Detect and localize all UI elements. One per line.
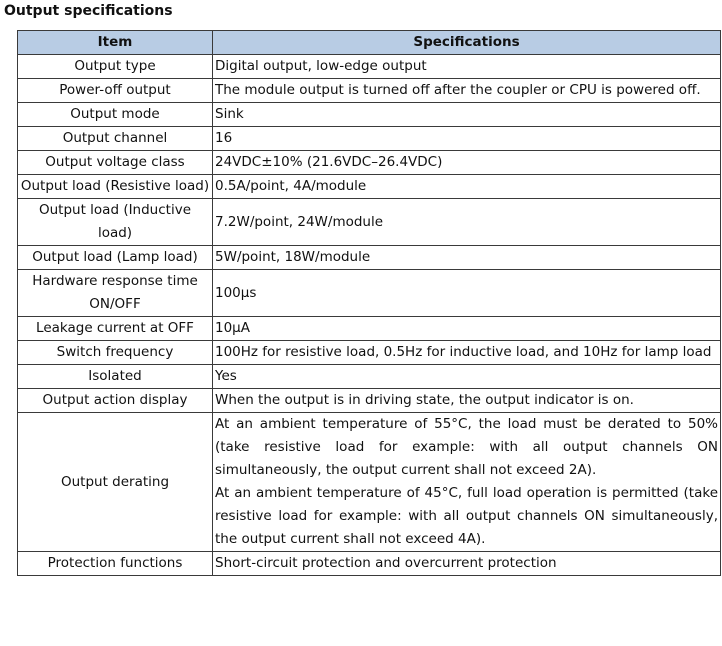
row-item: Output load (Resistive load)	[18, 175, 213, 199]
table-row	[18, 175, 721, 199]
row-spec	[213, 79, 721, 103]
spec-text: 5W/point, 18W/module	[215, 249, 371, 265]
row-spec	[213, 199, 721, 246]
row-spec	[213, 413, 721, 552]
row-item: Switch frequency	[18, 341, 213, 365]
row-spec	[213, 341, 721, 365]
row-spec	[213, 389, 721, 413]
table-header-row	[18, 31, 721, 55]
table-row	[18, 270, 721, 317]
table-row	[18, 151, 721, 175]
row-spec	[213, 365, 721, 389]
row-item: Output mode	[18, 103, 213, 127]
row-item: Isolated	[18, 365, 213, 389]
spec-text: 24VDC±10% (21.6VDC–26.4VDC)	[215, 154, 443, 170]
table-row	[18, 317, 721, 341]
row-item: Hardware response time ON/OFF	[18, 270, 213, 317]
row-spec	[213, 552, 721, 576]
row-spec	[213, 270, 721, 317]
output-specifications-table	[17, 30, 721, 576]
row-spec	[213, 175, 721, 199]
spec-text: Digital output, low-edge output	[215, 58, 427, 74]
table-row	[18, 413, 721, 552]
table-row	[18, 55, 721, 79]
table-body	[18, 55, 721, 576]
row-item: Output load (Lamp load)	[18, 246, 213, 270]
spec-text: 100μs	[215, 284, 257, 301]
section-title: Output specifications	[4, 3, 173, 19]
row-spec	[213, 246, 721, 270]
table-row	[18, 552, 721, 576]
row-item: Protection functions	[18, 552, 213, 576]
spec-text: Short-circuit protection and overcurrent protection	[215, 555, 557, 571]
row-item: Output type	[18, 55, 213, 79]
header-specifications: Specifications	[213, 31, 721, 55]
spec-text: 100Hz for resistive load, 0.5Hz for inductive load, and 10Hz for lamp load	[215, 344, 712, 360]
table-row	[18, 389, 721, 413]
spec-text: When the output is in driving state, the output indicator is on.	[215, 392, 634, 408]
table-row	[18, 199, 721, 246]
row-item: Output load (Inductive load)	[18, 199, 213, 246]
spec-text: Yes	[215, 368, 237, 384]
table-row	[18, 341, 721, 365]
row-item: Output voltage class	[18, 151, 213, 175]
header-item: Item	[18, 31, 213, 55]
table-row	[18, 127, 721, 151]
spec-text: 10μA	[215, 320, 251, 336]
spec-text: 0.5A/point, 4A/module	[215, 178, 367, 194]
table-row	[18, 246, 721, 270]
row-item: Output derating	[18, 413, 213, 552]
row-item: Output action display	[18, 389, 213, 413]
row-spec	[213, 103, 721, 127]
row-item: Leakage current at OFF	[18, 317, 213, 341]
spec-text: The module output is turned off after the coupler or CPU is powered off.	[215, 82, 701, 98]
table-row	[18, 79, 721, 103]
spec-text: Sink	[215, 106, 244, 122]
row-spec	[213, 127, 721, 151]
table-row	[18, 365, 721, 389]
row-spec	[213, 317, 721, 341]
row-item: Power-off output	[18, 79, 213, 103]
row-spec	[213, 151, 721, 175]
spec-text: 16	[215, 130, 233, 146]
spec-text: At an ambient temperature of 45°C, full load operation is permitted (take resistive load for example: with all output channels ON simultaneously, the output current shall not exceed 4A).	[215, 485, 718, 547]
table-row	[18, 103, 721, 127]
spec-text: At an ambient temperature of 55°C, the load must be derated to 50% (take resistive load for example: with all output channels ON simultaneously, the output current shall not exceed 2A).	[215, 416, 718, 478]
spec-text: 7.2W/point, 24W/module	[215, 213, 384, 230]
row-item: Output channel	[18, 127, 213, 151]
row-spec	[213, 55, 721, 79]
